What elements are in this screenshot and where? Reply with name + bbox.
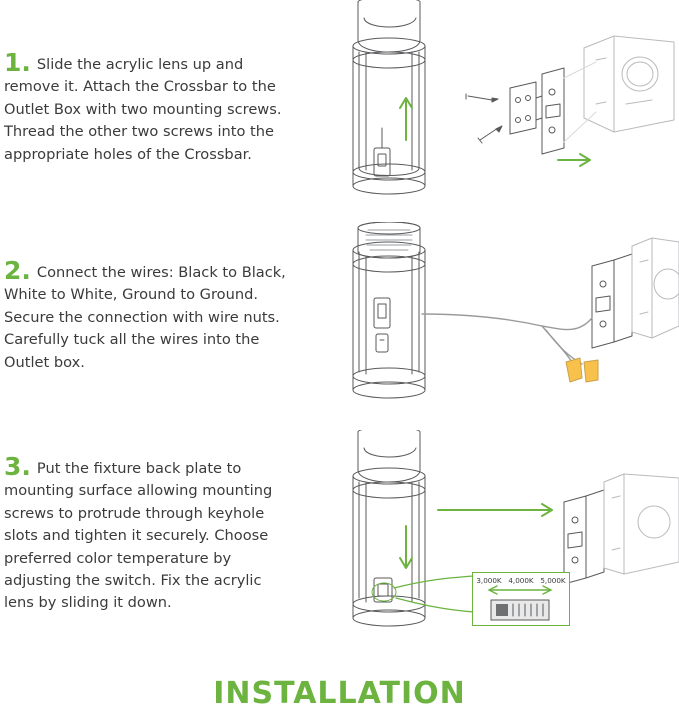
outlet-box-2 <box>632 238 679 338</box>
outlet-box-3 <box>604 474 679 574</box>
step-1-text: Slide the acrylic lens up and remove it. Attach the Crossbar to the Outlet Box with two mounting screws. Thread the other two screws into the appropriate holes of the Crossbar. <box>4 56 282 163</box>
right-arrow-icon-3 <box>438 504 552 516</box>
fixture-body-2 <box>353 222 425 398</box>
step-1 <box>4 48 288 166</box>
figure-step-1 <box>296 0 679 225</box>
step-3 <box>4 452 288 615</box>
steps-column <box>0 0 296 660</box>
crossbar <box>510 68 564 154</box>
switch-range-arrow <box>489 586 551 594</box>
wires <box>422 314 592 364</box>
crossbar-3 <box>564 490 604 584</box>
kelvin-option-5000: 5,000K <box>540 576 566 585</box>
outlet-box-1 <box>584 36 674 132</box>
switch-callout-lines <box>394 576 474 612</box>
kelvin-option-4000: 4,000K <box>508 576 534 585</box>
wire-nuts <box>566 358 598 382</box>
figure-step-2 <box>296 222 679 432</box>
fixture-body-3 <box>353 430 425 626</box>
step-1-number: 1. <box>4 48 31 77</box>
step-2-number: 2. <box>4 256 31 285</box>
fixture-body-1 <box>353 0 425 194</box>
mounting-screws <box>466 94 502 143</box>
step-2-text: Connect the wires: Black to Black, White to White, Ground to Ground. Secure the connection with wire nuts. Carefully tuck all the wires into the Outlet box. <box>4 264 286 371</box>
right-arrow-icon-1 <box>558 154 590 166</box>
page-title: INSTALLATION <box>213 676 466 711</box>
step-3-number: 3. <box>4 452 31 481</box>
switch-illustration <box>473 584 569 626</box>
crossbar-2 <box>592 254 632 348</box>
down-arrow-icon <box>400 526 412 568</box>
step-3-text: Put the fixture back plate to mounting surface allowing mounting screws to protrude through keyhole slots and tighten it securely. Choose preferred color temperature by adjusting the switch. Fix the acrylic lens by sliding it down. <box>4 460 273 612</box>
illustration-column <box>296 0 679 670</box>
step-2 <box>4 256 288 374</box>
kelvin-option-3000: 3,000K <box>476 576 502 585</box>
up-arrow-icon <box>400 98 412 140</box>
color-temperature-callout <box>472 572 570 626</box>
